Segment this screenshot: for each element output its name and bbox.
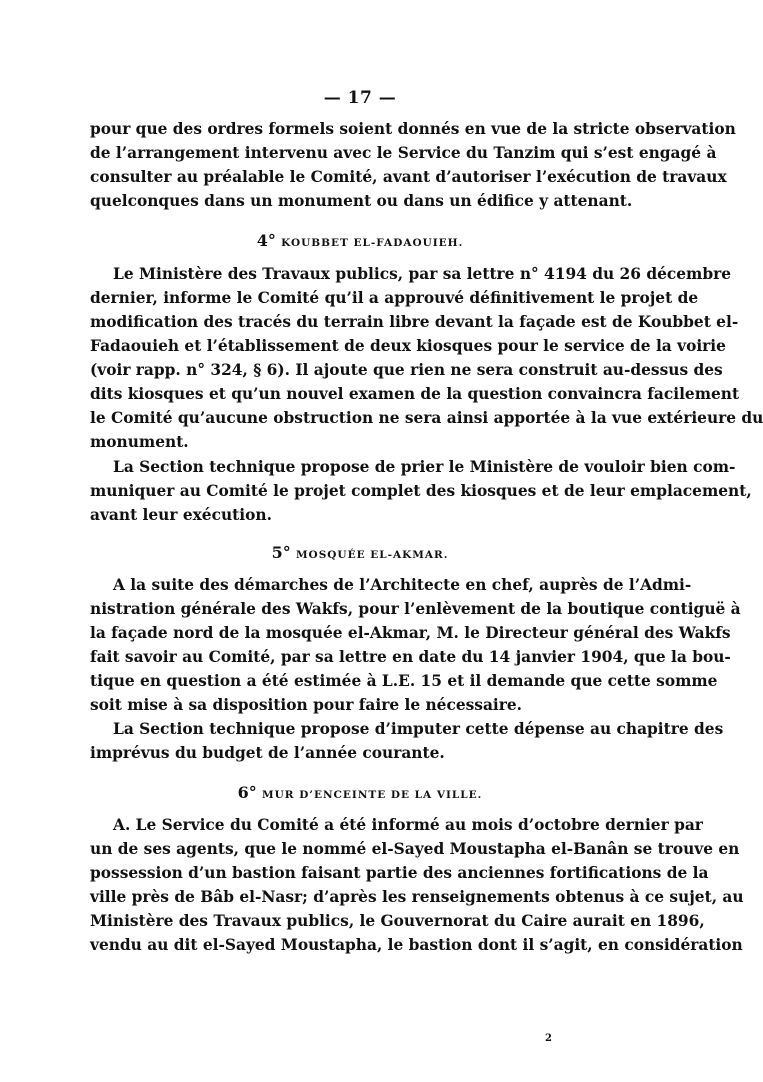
text-line: imprévus du budget de l’année courante. bbox=[90, 744, 445, 762]
section-5-paragraph-2 bbox=[90, 717, 724, 765]
text-line: dits kiosques et qu’un nouvel examen de la question convaincra facilement bbox=[90, 385, 740, 403]
text-line: possession d’un bastion faisant partie des anciennes fortifications de la bbox=[90, 864, 709, 882]
text-line: Le Ministère des Travaux publics, par sa lettre n° 4194 du 26 décembre bbox=[113, 265, 731, 283]
text-line: quelconques dans un monument ou dans un édifice y attenant. bbox=[90, 192, 633, 210]
text-line: consulter au préalable le Comité, avant d’autoriser l’exécution de travaux bbox=[90, 168, 727, 186]
signature-mark: 2 bbox=[545, 1033, 552, 1044]
section-6-number: 6° bbox=[237, 783, 257, 802]
text-line: La Section technique propose d’imputer cette dépense au chapitre des bbox=[113, 720, 724, 738]
text-line: avant leur exécution. bbox=[90, 506, 272, 524]
section-6-paragraph-1 bbox=[90, 813, 744, 957]
text-line: un de ses agents, que le nommé el-Sayed Moustapha el-Banân se trouve en bbox=[90, 840, 740, 858]
section-4-heading bbox=[0, 231, 720, 250]
text-line: de l’arrangement intervenu avec le Service du Tanzim qui s’est engagé à bbox=[90, 144, 717, 162]
text-line: la façade nord de la mosquée el-Akmar, M. le Directeur général des Wakfs bbox=[90, 624, 731, 642]
text-line: soit mise à sa disposition pour faire le nécessaire. bbox=[90, 696, 523, 714]
section-5-number: 5° bbox=[271, 543, 291, 562]
text-line: muniquer au Comité le projet complet des kiosques et de leur emplacement, bbox=[90, 482, 752, 500]
text-line: nistration générale des Wakfs, pour l’enlèvement de la boutique contiguë à bbox=[90, 600, 741, 618]
text-line: vendu au dit el-Sayed Moustapha, le bastion dont il s’agit, en considération bbox=[90, 936, 743, 954]
section-6-heading bbox=[0, 783, 720, 802]
text-line: dernier, informe le Comité qu’il a approuvé définitivement le projet de bbox=[90, 289, 699, 307]
section-4-number: 4° bbox=[256, 231, 276, 250]
text-line: Ministère des Travaux publics, le Gouvernorat du Caire aurait en 1896, bbox=[90, 912, 705, 930]
text-line: monument. bbox=[90, 433, 189, 451]
text-line: le Comité qu’aucune obstruction ne sera ainsi apportée à la vue extérieure du bbox=[90, 409, 763, 427]
text-line: Fadaouieh et l’établissement de deux kiosques pour le service de la voirie bbox=[90, 337, 726, 355]
section-5-paragraph-1 bbox=[90, 573, 741, 717]
text-line: tique en question a été estimée à L.E. 15 et il demande que cette somme bbox=[90, 672, 718, 690]
text-line: La Section technique propose de prier le Ministère de vouloir bien com- bbox=[113, 458, 736, 476]
text-line: (voir rapp. n° 324, § 6). Il ajoute que rien ne sera construit au-dessus des bbox=[90, 361, 723, 379]
intro-paragraph bbox=[90, 117, 736, 213]
section-5-heading bbox=[0, 543, 720, 562]
section-4-paragraph-1 bbox=[90, 262, 763, 454]
text-line: A la suite des démarches de l’Architecte en chef, auprès de l’Admi- bbox=[113, 576, 692, 594]
text-line: pour que des ordres formels soient donnés en vue de la stricte observation bbox=[90, 120, 736, 138]
section-4-paragraph-2 bbox=[90, 455, 752, 527]
section-5-title: MOSQUÉE EL-AKMAR. bbox=[295, 549, 449, 561]
section-4-title: KOUBBET EL-FADAOUIEH. bbox=[281, 237, 464, 249]
text-line: modification des tracés du terrain libre devant la façade est de Koubbet el- bbox=[90, 313, 739, 331]
page-number: — 17 — bbox=[323, 88, 397, 108]
text-line: ville près de Bâb el-Nasr; d’après les renseignements obtenus à ce sujet, au bbox=[90, 888, 744, 906]
text-line: A. Le Service du Comité a été informé au mois d’octobre dernier par bbox=[113, 816, 703, 834]
section-6-title: MUR D’ENCEINTE DE LA VILLE. bbox=[262, 789, 483, 801]
text-line: fait savoir au Comité, par sa lettre en date du 14 janvier 1904, que la bou- bbox=[90, 648, 731, 666]
